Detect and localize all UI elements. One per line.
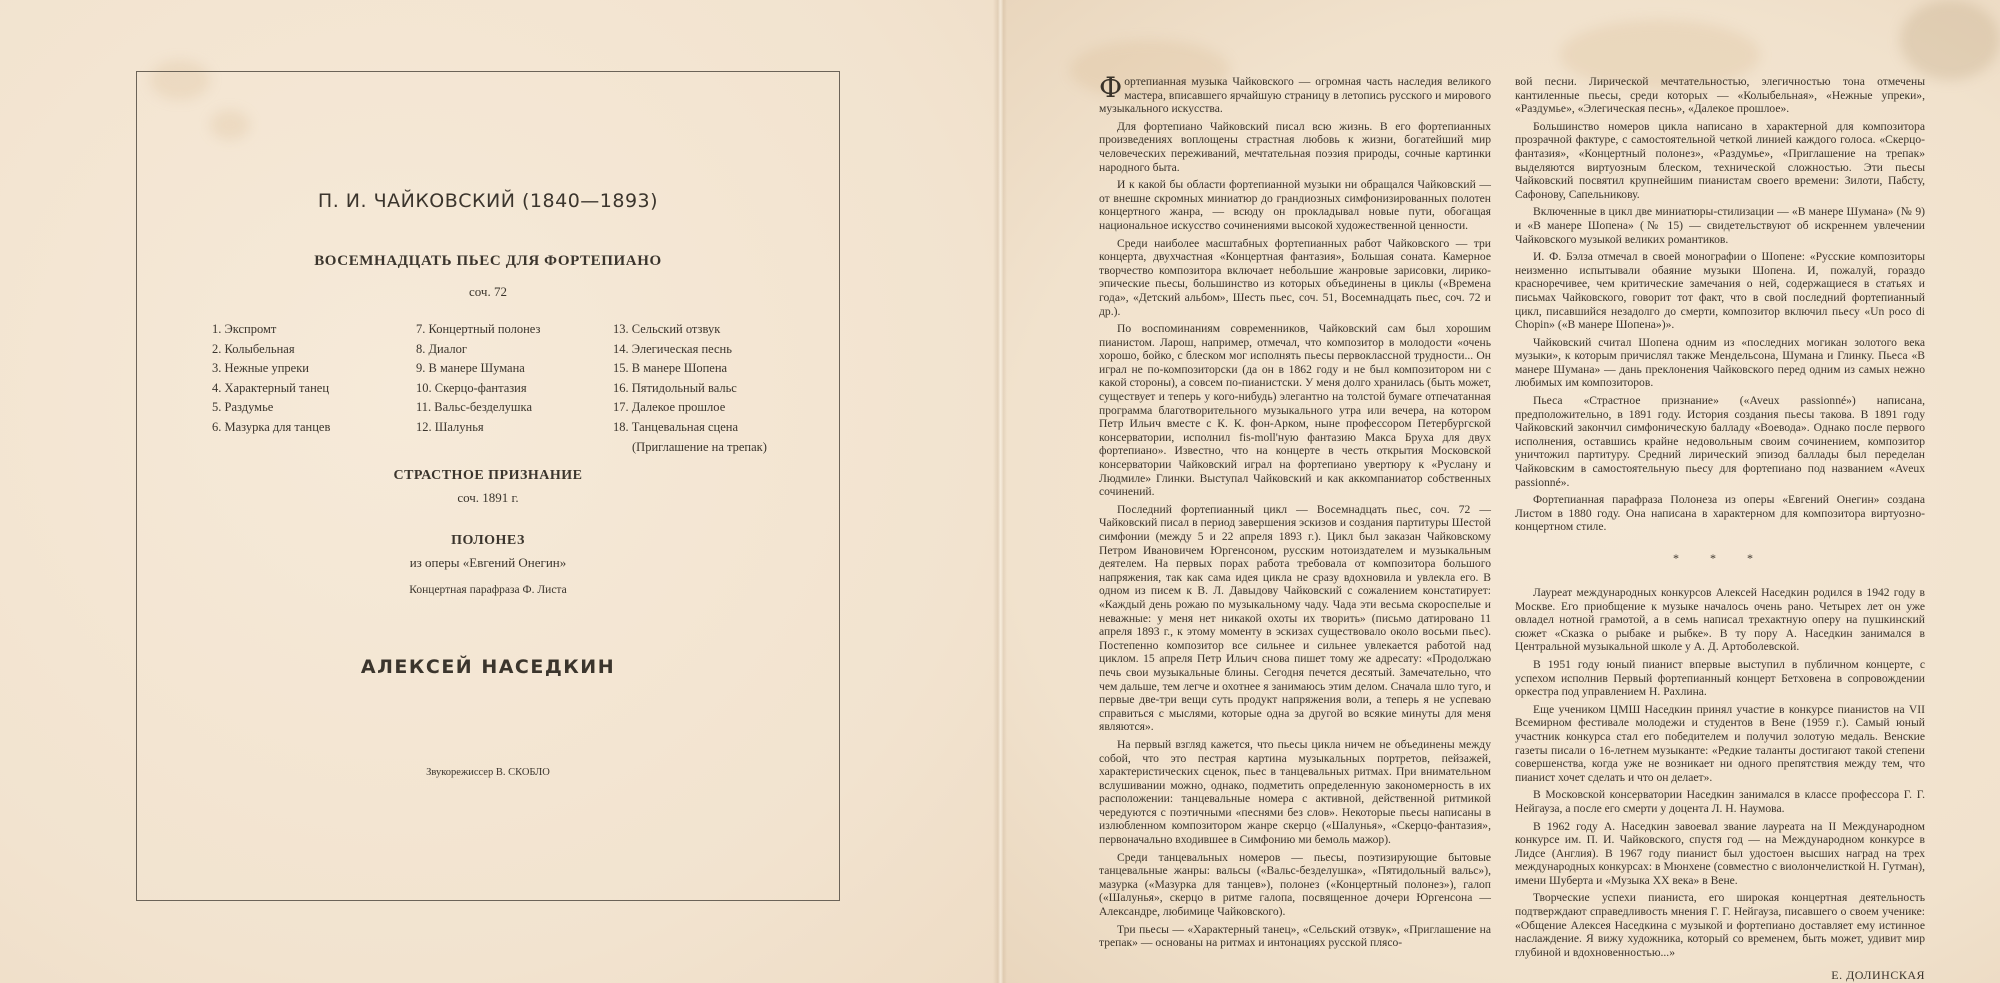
track-listing-frame xyxy=(136,71,840,901)
paragraph: И. Ф. Бэлза отмечал в своей монографии о Шопене: «Русские композиторы неизменно испытывали обаяние музыки Шопена. И, пожалуй, гораздо красноречивее, чем критические замечания о ней, содержащиеся в статьях и письмах Чайковского, говорит тот факт, что в свой последний фортепианный цикл, писавшийся незадолго до смерти, композитор включил пьесу «Un poco di Chopin» («В манере Шопена»)». xyxy=(1515,250,1925,332)
paragraph: Большинство номеров цикла написано в характерной для композитора прозрачной фактуре, с самостоятельной четкой линией каждого голоса. «Скерцо-фантазия», «Концертный полонез», «Раздумье», «Приглашение на трепак» выделяются виртуозным блеском, технической сложностью. Эти пьесы Чайковский посвятил крупнейшим пианистам своего времени: Зилоти, Пабсту, Сафонову, Сапельникову. xyxy=(1515,119,1925,201)
paper-stain xyxy=(1900,0,2000,80)
paragraph: Три пьесы — «Характерный танец», «Сельский отзвук», «Приглашение на трепак» — основаны на ритмах и интонациях русской плясо- xyxy=(1099,922,1491,950)
third-work-title: ПОЛОНЕЗ xyxy=(451,533,525,548)
section-break-asterisks: * * * xyxy=(1673,551,1767,565)
third-work-source: из оперы «Евгений Онегин» xyxy=(409,555,567,570)
second-work-title: СТРАСТНОЕ ПРИЗНАНИЕ xyxy=(393,468,583,483)
paragraph: Фортепианная парафраза Полонеза из оперы «Евгений Онегин» создана Листом в 1880 году. Она написана в характерном для композитора виртуозно-концертном стиле. xyxy=(1515,493,1925,534)
paragraph: Лауреат международных конкурсов Алексей Наседкин родился в 1942 году в Москве. Его приобщение к музыке началось очень рано. Четырех лет он уже овладел нотной грамотой, а в семь написал трехактную оперу на пушкинский сюжет «Сказка о рыбаке и рыбке». В ту пору А. Наседкин занимался в Центральной музыкальной школе у А. Д. Артоболевской. xyxy=(1515,586,1925,654)
track-item: 2. Колыбельная xyxy=(212,341,295,356)
track-list-column-1 xyxy=(212,320,330,438)
track-item-subtitle: (Приглашение на трепак) xyxy=(632,439,767,454)
paragraph: И к какой бы области фортепианной музыки ни обращался Чайковский — от внешне скромных миниатюр до грандиозных симфонизированных полотен концертного жанра, — всюду он прокладывал новые пути, обогащая национальное искусство сочинениями высокой художественной ценности. xyxy=(1099,178,1491,232)
paragraph: На первый взгляд кажется, что пьесы цикла ничем не объединены между собой, что это пестрая картина музыкальных портретов, пейзажей, характеристических сценок, пьес в танцевальных ритмах. При внимательном вслушивании можно, однако, подметить определенную закономерность в их расположении: танцевальные номера с активной, действенной ритмикой чередуются с поэтичными «песнями без слов». Некоторые пьесы написаны в излюбленном композитором жанре скерцо («Шалунья», «Скерцо-фантазия», первоначально входившее в Симфонию ми бемоль мажор). xyxy=(1099,737,1491,847)
page-fold xyxy=(993,0,1007,983)
track-item: 17. Далекое прошлое xyxy=(613,400,726,415)
track-item: 4. Характерный танец xyxy=(212,380,330,395)
paragraph: В Московской консерватории Наседкин занимался в классе профессора Г. Г. Нейгауза, а после его смерти у доцента Л. Н. Наумова. xyxy=(1515,788,1925,815)
track-item: 18. Танцевальная сцена xyxy=(613,419,739,434)
paragraph: Последний фортепианный цикл — Восемнадцать пьес, соч. 72 — Чайковский писал в период завершения эскизов и создания партитуры Шестой симфонии (между 5 и 22 апреля 1893 г.). Цикл был заказан Чайковскому Петром Ивановичем Юргенсоном, русским нотоиздателем и музыкальным деятелем. На первых порах работа требовала от композитора большого напряжения, так как сама идея цикла не сразу вдохновила и увлекла его. В одном из писем к В. Л. Давыдову Чайковский с сожалением констатирует: «Каждый день рожаю по музыкальному чаду. Чада эти весьма скороспелые и неважные: у меня нет никакой охоты их творить» (письмо датировано 11 апреля 1893 г., к этому моменту в эскизах существовало около восьми пьес). Постепенно композитор все сильнее и сильнее увлекается работой над циклом. 15 апреля Петр Ильич снова пишет тому же адресату: «Продолжаю печь свои музыкальные блины. Сегодня печется десятый. Замечательно, что чем дальше, тем легче и охотнее я занимаюсь этим делом. Сначала шло туго, и первые две-три вещи суть продукт напряжения воли, а теперь я не успеваю справиться с мыслями, которые одна за другой во всякие минуты для меня являются». xyxy=(1099,502,1491,734)
track-item: 12. Шалунья xyxy=(416,419,484,434)
paragraph: вой песни. Лирической мечтательностью, элегичностью тона отмечены кантиленные пьесы, среди которых — «Колыбельная», «Нежные упреки», «Раздумье», «Элегическая песнь», «Далекое прошлое». xyxy=(1515,75,1925,116)
performer-name: АЛЕКСЕЙ НАСЕДКИН xyxy=(360,656,616,678)
track-item: 1. Экспромт xyxy=(212,322,277,336)
track-item: 13. Сельский отзвук xyxy=(613,322,721,336)
sound-engineer-credit: Звукорежиссер В. СКОБЛО xyxy=(426,767,550,778)
liner-notes-column-1 xyxy=(1099,71,1491,954)
drop-cap: Ф xyxy=(1099,71,1123,104)
track-item: 11. Вальс-безделушка xyxy=(416,400,532,415)
paragraph: Включенные в цикл две миниатюры-стилизации — «В манере Шумана» (№ 9) и «В манере Шопена» (№ 15) — свидетельствуют об искреннем увлечении Чайковского музыкой великих романтиков. xyxy=(1515,205,1925,246)
paragraph: Для фортепиано Чайковский писал всю жизнь. В его фортепианных произведениях воплощены страстная любовь к жизни, богатейший мир человеческих переживаний, мечтательная поэзия природы, сочные картинки народного быта. xyxy=(1099,119,1491,174)
track-list-column-3 xyxy=(613,320,767,457)
third-work-arranger: Концертная парафраза Ф. Листа xyxy=(409,584,567,596)
paragraph: Творческие успехи пианиста, его широкая концертная деятельность подтверждают справедливость мнения Г. Г. Нейгауза, писавшего о своем ученике: «Общение Алексея Наседкина с музыкой и фортепиано доставляет ему истинное наслаждение. Я вижу художника, который со временем, быть может, удивит мир глубиной и вдохновенностью...» xyxy=(1515,891,1925,959)
track-item: 8. Диалог xyxy=(416,341,467,356)
track-item: 7. Концертный полонез xyxy=(416,322,541,336)
composer-heading: П. И. ЧАЙКОВСКИЙ (1840—1893) xyxy=(317,190,659,212)
track-list-column-2 xyxy=(416,320,540,438)
track-item: 15. В манере Шопена xyxy=(613,361,728,376)
track-item: 3. Нежные упреки xyxy=(212,361,309,376)
track-item: 14. Элегическая песнь xyxy=(613,341,732,356)
paragraph: В 1962 году А. Наседкин завоевал звание лауреата на II Международном конкурсе им. П. И. Чайковского, спустя год — на Международном конкурсе в Лидсе (Англия). В 1967 году пианист был удостоен высших наград на трех международных конкурсах: в Мюнхене (совместно с виолончелисткой Н. Гутман), имени Шуберта и «Музыка XX века» в Вене. xyxy=(1515,819,1925,887)
paragraph: Чайковский считал Шопена одним из «последних могикан золотого века музыки», к которым причислял также Мендельсона, Шумана и Глинку. Пьеса «В манере Шумана» — дань преклонения Чайковского перед одним из самых нежно любимых им композиторов. xyxy=(1515,335,1925,390)
track-item: 16. Пятидольный вальс xyxy=(613,380,737,395)
paragraph: По воспоминаниям современников, Чайковский сам был хорошим пианистом. Ларош, например, отмечал, что композитор в молодости «очень хорошо, бойко, с блеском мог исполнять пьесы первоклассной трудности... Он играл не по-композиторски (да он в 1862 году и не был композитором ни с какой стороны), а совсем по-пианистски. У меня долго хранилась (быть может, существует и теперь у кого-нибудь) элегантно на толстой бумаге отпечатанная программа благотворительного музыкального утра или вечера, на котором Петр Ильич вместе с К. К. фон-Арком, ныне профессором Петербургской консерватории, исполнил fis-moll'ную фантазию Макса Бруха для двух фортепиано». Известно, что на концерте в честь открытия Московской консерватории Чайковский играл на фортепиано увертюру к «Руслану и Людмиле» Глинки. Выступал Чайковский и как аккомпаниатор собственных сочинений. xyxy=(1099,322,1491,499)
track-item: 9. В манере Шумана xyxy=(416,361,525,376)
author-signature: Е. ДОЛИНСКАЯ xyxy=(1831,968,1925,983)
liner-notes-column-2 xyxy=(1515,75,1925,983)
opus-number: соч. 72 xyxy=(469,284,507,299)
paragraph: Среди наиболее масштабных фортепианных работ Чайковского — три концерта, двухчастная «Концертная фантазия», Большая соната. Камерное творчество композитора включает небольшие жанровые зарисовки, лирико-эпические пьесы, большинство из которых объединены в циклы («Времена года», «Детский альбом», Шесть пьес, соч. 51, Восемнадцать пьес, соч. 72 и др.). xyxy=(1099,236,1491,318)
paragraph: Среди танцевальных номеров — пьесы, поэтизирующие бытовые танцевальные жанры: вальсы («Вальс-безделушка», «Пятидольный вальс»), мазурка («Мазурка для танцев»), полонез («Концертный полонез»), галоп («Шалунья», скерцо в ритме галопа, посвященное дочери Юргенсона — Александре, любимице Чайковского). xyxy=(1099,850,1491,919)
track-item: 5. Раздумье xyxy=(212,400,274,415)
paragraph: Еще учеником ЦМШ Наседкин принял участие в конкурсе пианистов на VII Всемирном фестивале молодежи и студентов в Вене (1959 г.). Самый юный участник конкурса стал его победителем и получил золотую медаль. Венские газеты писали о 16-летнем музыканте: «Редкие таланты достигают такой степени совершенства, когда уже не возникает ни одного препятствия между тем, что пианист хочет сделать и что он делает». xyxy=(1515,702,1925,784)
work-title: ВОСЕМНАДЦАТЬ ПЬЕС ДЛЯ ФОРТЕПИАНО xyxy=(314,253,662,269)
paragraph: В 1951 году юный пианист впервые выступил в публичном концерте, с успехом исполнив Первый фортепианный концерт Бетховена в сопровождении оркестра под управлением Н. Рахлина. xyxy=(1515,657,1925,699)
paragraph: Пьеса «Страстное признание» («Aveux passionné») написана, предположительно, в 1891 году. История создания пьесы такова. В 1891 году Чайковский закончил симфоническую балладу «Воевода». Однако после первого исполнения, оставшись крайне недовольным своим сочинением, композитор уничтожил партитуру. Средний лирический эпизод баллады был переделан Чайковским в самостоятельную пьесу для фортепиано под названием «Aveux passionné». xyxy=(1515,394,1925,489)
track-item: 10. Скерцо-фантазия xyxy=(416,380,527,395)
track-item: 6. Мазурка для танцев xyxy=(212,419,331,434)
paragraph: Фортепианная музыка Чайковского — огромная часть наследия великого мастера, вписавшего ярчайшую страницу в летопись русского и мирового музыкального искусства. xyxy=(1099,71,1491,116)
second-work-year: соч. 1891 г. xyxy=(457,490,519,505)
